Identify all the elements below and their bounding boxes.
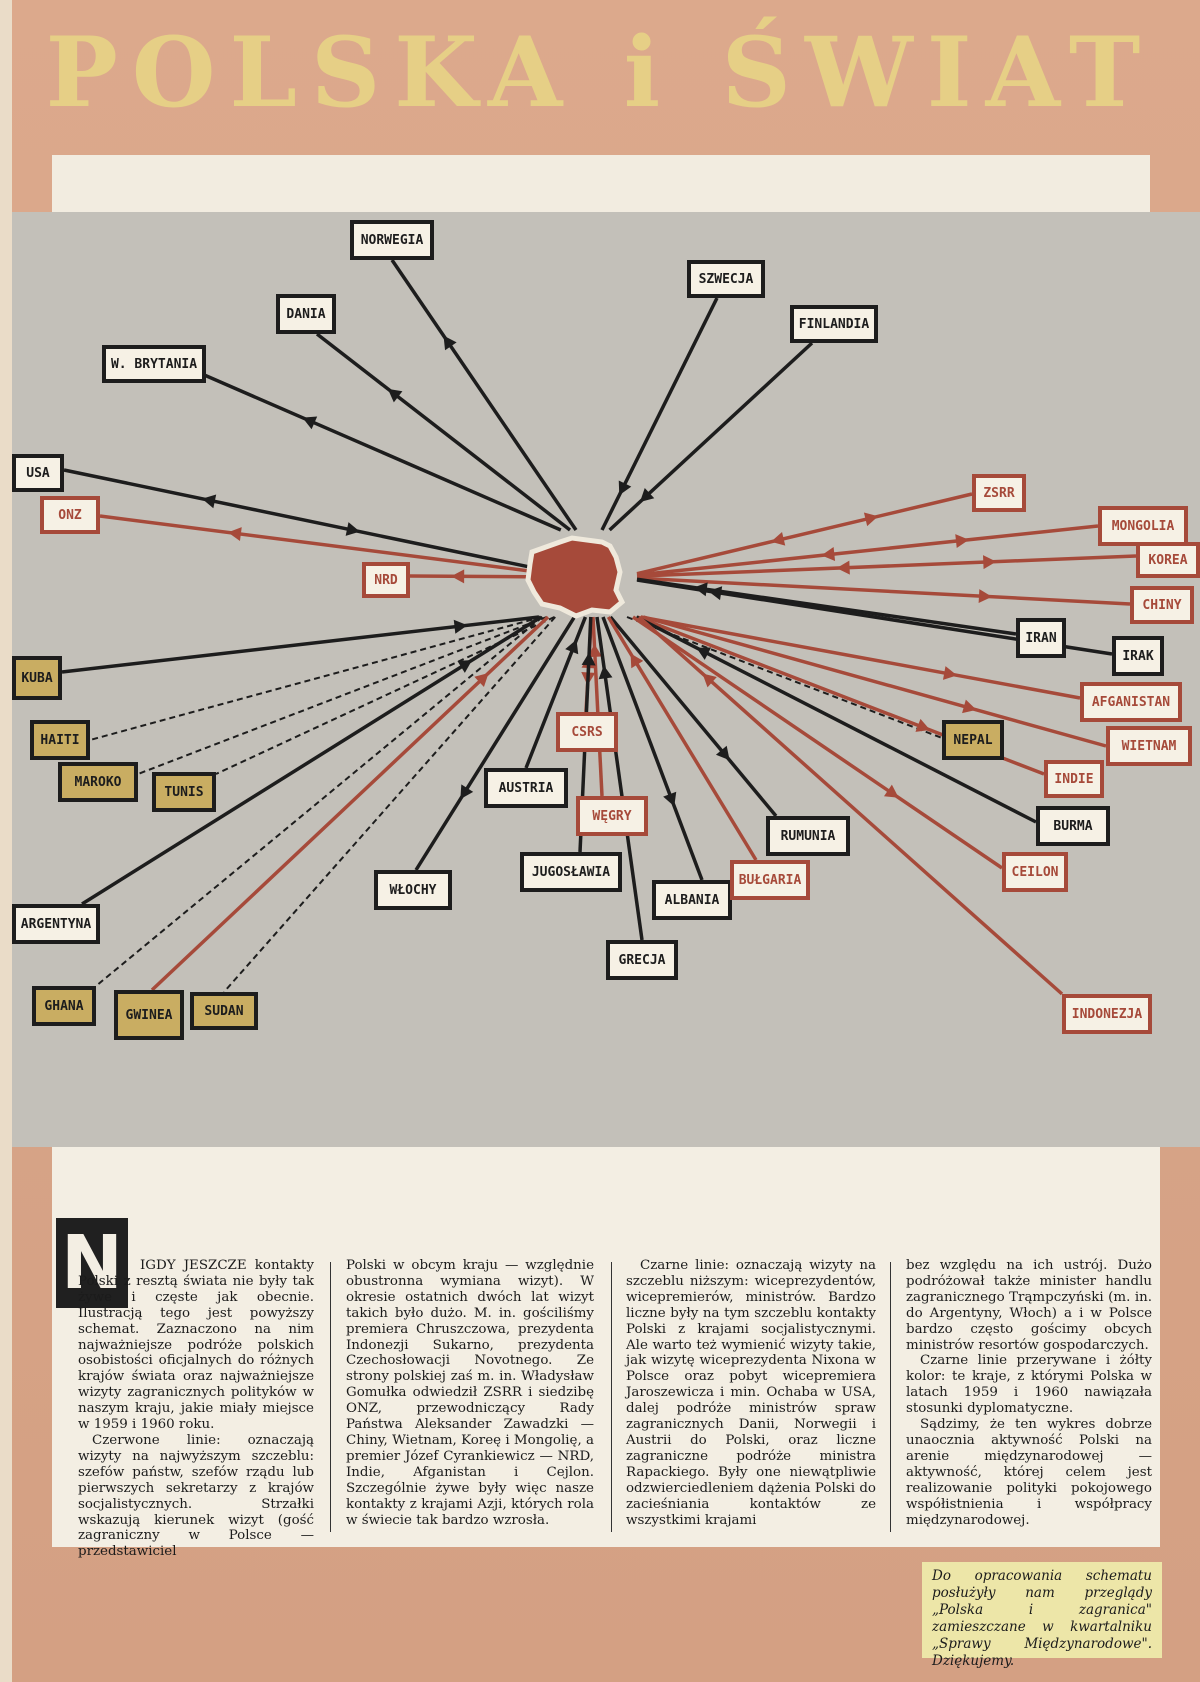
column-divider (330, 1262, 331, 1532)
country-label: DANIA (286, 306, 326, 322)
country-box-irak (1112, 636, 1164, 676)
country-box-rumunia (766, 816, 850, 856)
article-paragraph: Polski w obcym kraju — względnie obustronna wymiana wizyt). W okresie ostatnich dwóch lat wizyt takich było dużo. M. in. gościliśmy premiera Chruszczowa, prezydenta Indonezji Sukarno, prezydenta Czechosłowacji Novotnego. Ze strony polskiej zaś m. in. Władysław Gomułka odwiedził ZSRR i siedzibę ONZ, przewodniczący Rady Państwa Aleksander Zawadzki — Chiny, Wietnam, Koreę i Mongolię, a premier Józef Cyrankiewicz — NRD, Indie, Afganistan i Cejlon. Szczególnie żywe były więc nasze kontakty z krajami Azji, których rola w świecie tak bardzo wzrosła. (346, 1258, 594, 1528)
arrowhead (837, 561, 850, 575)
country-label: MAROKO (74, 774, 122, 790)
country-label: WĘGRY (592, 808, 632, 824)
country-box-nrd (362, 562, 410, 598)
arrowhead (955, 534, 969, 548)
country-box-sudan (190, 992, 258, 1030)
connection-line-w-brytania (202, 374, 561, 530)
country-box-afganistan (1080, 682, 1182, 722)
country-label: USA (26, 465, 50, 481)
arrowhead (202, 495, 216, 509)
connection-line-finlandia (610, 343, 812, 530)
country-box-ghana (32, 986, 96, 1026)
column-divider (890, 1262, 891, 1532)
country-box-w-brytania (102, 345, 206, 383)
country-label: IRAK (1122, 648, 1154, 664)
country-box-wlochy (374, 870, 452, 910)
arrowhead (962, 700, 976, 713)
country-label: WIETNAM (1121, 738, 1177, 754)
article-column-3 (626, 1258, 876, 1528)
country-label: TUNIS (164, 784, 204, 800)
connection-line-dania (317, 334, 570, 530)
country-label: GHANA (44, 998, 84, 1014)
connection-line-haiti (90, 617, 542, 740)
arrowhead (346, 522, 360, 536)
arrowhead (864, 513, 878, 527)
connection-line-afganistan (641, 617, 1080, 698)
arrowhead (771, 532, 785, 546)
article-paragraph: Czarne linie: oznaczają wizyty na szczeblu niższym: wiceprezydentów, wicepremierów, ministrów. Bardzo liczne były na tym szczeblu kontakty Polski z krajami socjalistycznymi. Ale warto też wymienić wizyty takie, jak wizytę wiceprezydenta Nixona w Polsce oraz pobyt wicepremiera Jaroszewicza i min. Ochaba w USA, dalej podróże ministrów spraw zagranicznych Danii, Norwegii i Austrii do Polski, oraz liczne zagraniczne podróże ministra Rapackiego. Były one niewątpliwie odzwierciedleniem dążenia Polski do zacieśniania kontaktów ze wszystkimi krajami (626, 1258, 876, 1528)
country-label: INDONEZJA (1071, 1006, 1143, 1022)
country-label: CEILON (1011, 864, 1059, 880)
country-box-tunis (152, 772, 216, 812)
article-column-4 (906, 1258, 1152, 1528)
country-label: AFGANISTAN (1091, 694, 1171, 710)
country-label: NORWEGIA (360, 232, 424, 248)
sources-note: Do opracowania schematu posłużyły nam przeglądy „Polska i zagranica" zamieszczane w kwartalniku „Sprawy Międzynarodowe". Dziękujemy. (922, 1562, 1162, 1658)
article-paragraph: Czarne linie przerywane i żółty kolor: te kraje, z którymi Polska w latach 1959 i 1960 nawiązała stosunki dyplomatyczne. (906, 1353, 1152, 1417)
article-paragraph: Czerwone linie: oznaczają wizyty na najwyższym szczeblu: szefów państw, szefów rządu lub pierwszych sekretarzy z krajów socjalistycznych. Strzałki wskazują kierunek wizyt (gość zagraniczny w Polsce — przedstawiciel (78, 1432, 314, 1560)
page-title: POLSKA i ŚWIAT (45, 16, 1155, 129)
country-box-gwinea (114, 990, 184, 1040)
country-label: ONZ (58, 507, 82, 523)
connection-line-norwegia (392, 260, 576, 530)
country-box-ceilon (1002, 852, 1068, 892)
country-label: ARGENTYNA (20, 916, 92, 932)
country-box-chiny (1130, 586, 1194, 624)
country-label: W. BRYTANIA (110, 356, 198, 372)
country-box-zsrr (972, 474, 1026, 512)
country-box-kuba (12, 656, 62, 700)
country-label: NRD (374, 572, 398, 588)
country-label: FINLANDIA (798, 316, 870, 332)
country-label: GRECJA (618, 952, 666, 968)
article-paragraph: bez względu na ich ustrój. Dużo podróżował także minister handlu zagranicznego Trąmpczyński (m. in. do Argentyny, Włoch) a i w Polsce bardzo często gościmy obcych ministrów resortów gospodarczych. (906, 1258, 1152, 1353)
country-label: SUDAN (204, 1003, 244, 1019)
arrowhead (979, 589, 992, 603)
poland-shape (528, 538, 622, 616)
country-box-finlandia (790, 305, 878, 343)
country-box-dania (276, 294, 336, 334)
country-box-grecja (606, 940, 678, 980)
country-box-nepal (942, 720, 1004, 760)
article-column-2 (346, 1258, 594, 1528)
drop-cap: N (56, 1218, 128, 1308)
country-box-norwegia (350, 220, 434, 260)
article-column-1 (78, 1258, 314, 1560)
country-box-mongolia (1098, 506, 1188, 546)
country-label: ALBANIA (664, 892, 720, 908)
country-box-argentyna (12, 904, 100, 944)
top-band (52, 155, 1150, 213)
connection-line-zsrr (637, 494, 972, 574)
country-label: CSRS (571, 724, 603, 740)
country-box-wietnam (1106, 726, 1192, 766)
country-label: GWINEA (125, 1007, 173, 1023)
country-label: KOREA (1148, 552, 1188, 568)
country-box-wegry (576, 796, 648, 836)
country-box-indie (1044, 760, 1104, 798)
arrowhead (451, 569, 464, 583)
country-label: BUŁGARIA (738, 872, 802, 888)
country-box-indonezja (1062, 994, 1152, 1034)
country-label: KUBA (21, 670, 53, 686)
country-box-jugoslawia (520, 852, 622, 892)
country-label: ZSRR (983, 485, 1015, 501)
country-label: INDIE (1054, 771, 1094, 787)
country-label: NEPAL (953, 732, 993, 748)
country-box-albania (652, 880, 732, 920)
column-divider (611, 1262, 612, 1532)
country-box-austria (484, 768, 568, 808)
arrowhead (983, 555, 996, 569)
country-label: MONGOLIA (1111, 518, 1175, 534)
article-paragraph: Sądzimy, że ten wykres dobrze unaocznia aktywność Polski na arenie międzynarodowej — aktywność, której celem jest realizowanie polityki pokojowego współistnienia i współpracy międzynarodowej. (906, 1417, 1152, 1528)
country-box-haiti (30, 720, 90, 760)
country-label: SZWECJA (698, 271, 754, 287)
country-label: BURMA (1053, 818, 1093, 834)
country-box-burma (1036, 806, 1110, 846)
country-label: RUMUNIA (780, 828, 836, 844)
article-paragraph: IGDY JESZCZE kontakty Polski z resztą świata nie były tak żywe i częste jak obecnie. Ilustracją tego jest powyższy schemat. Zaznaczono na nim najważniejsze podróże polskich osobistości oficjalnych do różnych krajów świata oraz najważniejsze wizyty zagranicznych polityków w naszym kraju, jakie miały miejsce w 1959 i 1960 roku. (78, 1258, 314, 1433)
country-box-szwecja (687, 260, 765, 298)
page-edge (0, 0, 12, 1682)
country-label: AUSTRIA (498, 780, 554, 796)
country-box-usa (12, 454, 64, 492)
country-box-bulgaria (730, 860, 810, 900)
country-label: HAITI (40, 732, 80, 748)
country-box-onz (40, 496, 100, 534)
country-box-korea (1136, 542, 1200, 578)
country-box-csrs (556, 712, 618, 752)
country-box-iran (1016, 618, 1066, 658)
country-label: CHINY (1142, 597, 1182, 613)
country-label: IRAN (1025, 630, 1057, 646)
arrowhead (821, 547, 835, 561)
country-label: WŁOCHY (389, 882, 437, 898)
arrowhead (943, 666, 957, 680)
country-box-maroko (58, 762, 138, 802)
visit-diagram (12, 212, 1200, 1147)
country-label: JUGOSŁAWIA (531, 864, 611, 880)
